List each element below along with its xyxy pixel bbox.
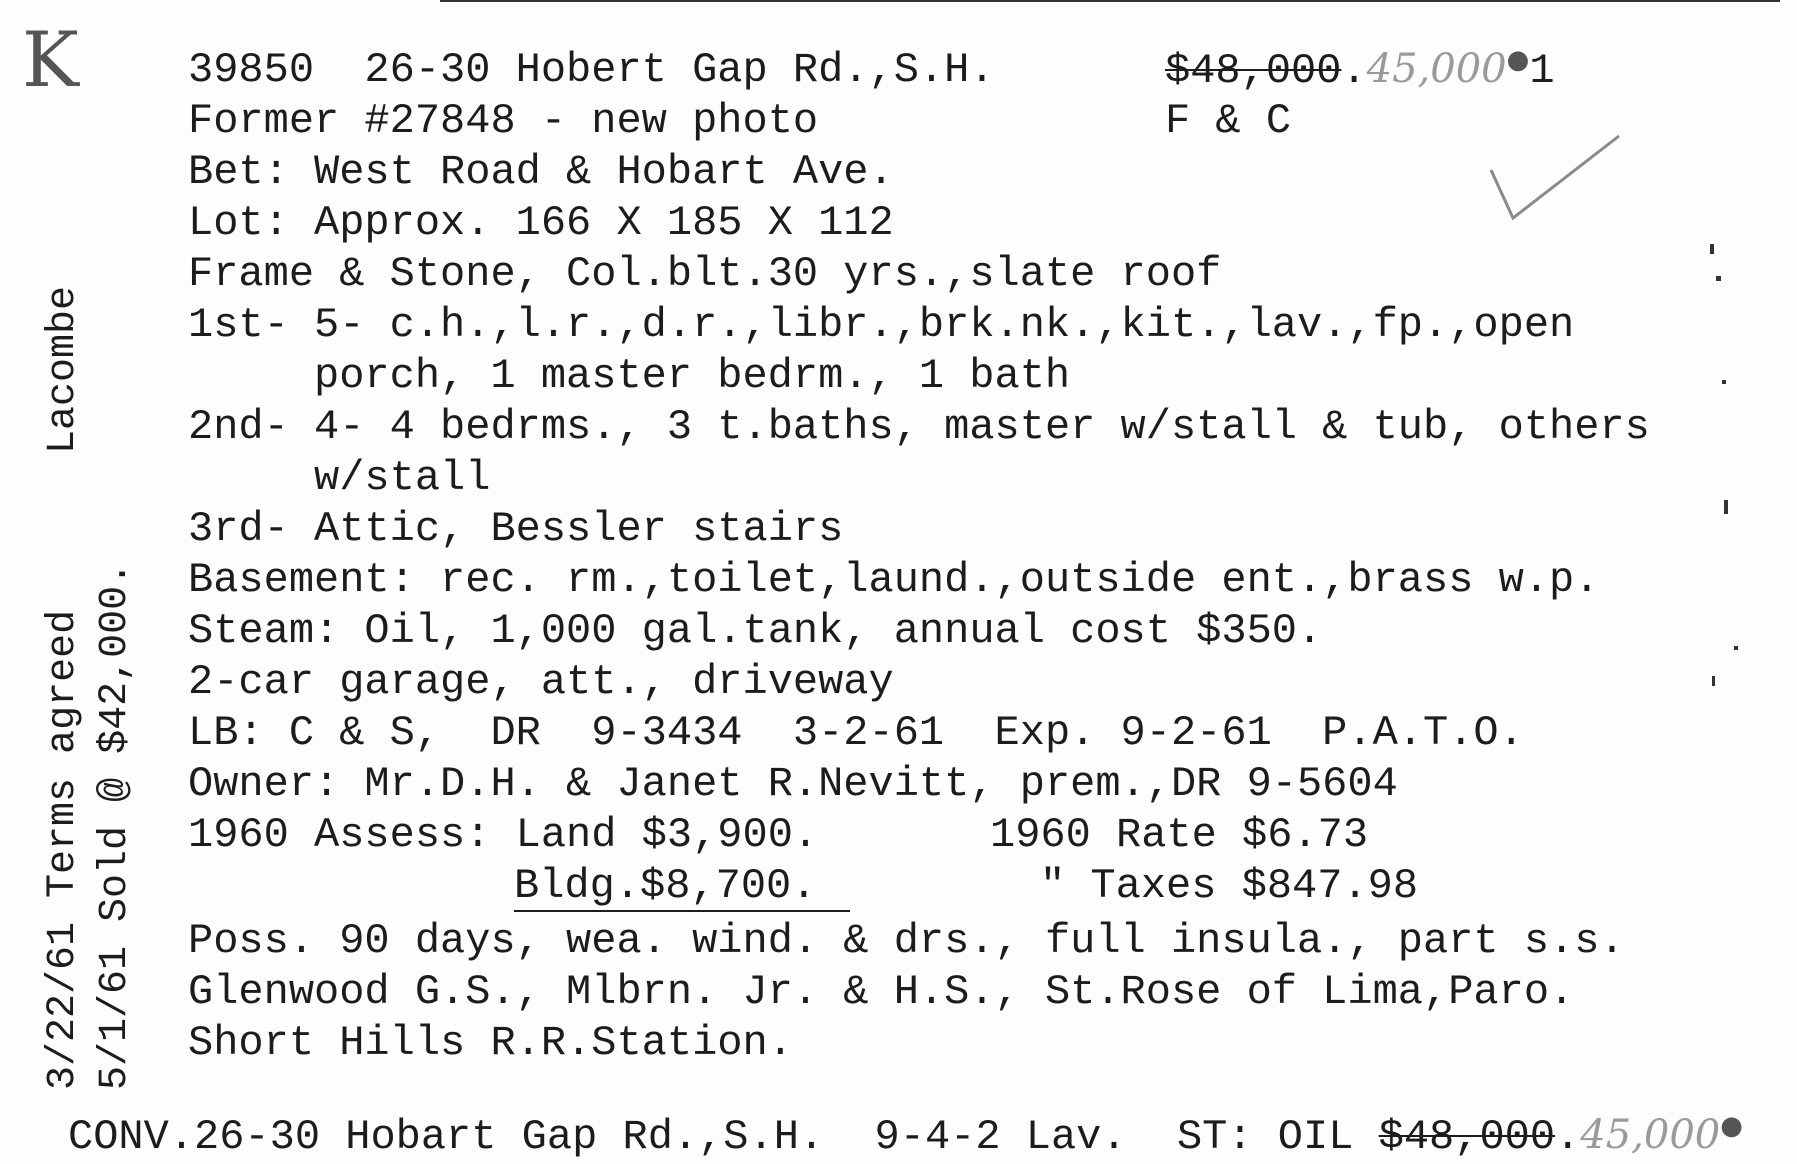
heating: Steam: Oil, 1,000 gal.tank, annual cost $350. [188, 607, 1323, 655]
terms-date: 3/22/61 [41, 921, 86, 1090]
speck [1712, 676, 1715, 686]
listing-line: 39850 26-30 Hobert Gap Rd.,S.H. [188, 46, 995, 94]
original-price: $48,000 [1165, 47, 1342, 95]
between-streets: Bet: West Road & Hobart Ave. [188, 148, 894, 196]
listing-code: F & C [1165, 97, 1292, 145]
assessment-bldg: Bldg.$8,700. [514, 865, 850, 907]
garage: 2-car garage, att., driveway [188, 658, 894, 706]
lot-size: Lot: Approx. 166 X 185 X 112 [188, 199, 894, 247]
first-floor-cont: porch, 1 master bedrm., 1 bath [314, 352, 1071, 400]
corner-letter: K [22, 15, 79, 104]
possession: Poss. 90 days, wea. wind. & drs., full insula., part s.s. [188, 917, 1625, 965]
basement: Basement: rec. rm.,toilet,laund.,outside ent.,brass w.p. [188, 556, 1600, 604]
agent-name: Lacombe [41, 285, 86, 454]
owner: Owner: Mr.D.H. & Janet R.Nevitt, prem.,DR 9-5604 [188, 760, 1398, 808]
header-price: $48,000.45,000●1 [1165, 45, 1555, 95]
former-listing: Former #27848 - new photo [188, 97, 819, 145]
taxes: " Taxes $847.98 [1040, 862, 1419, 910]
speck [1716, 276, 1721, 281]
listing-broker: LB: C & S, DR 9-3434 3-2-61 Exp. 9-2-61 P.A.T.O. [188, 709, 1524, 757]
speck [1734, 646, 1738, 650]
footer-revised-price: 45,000 [1580, 1112, 1721, 1158]
assessment-land: 1960 Assess: Land $3,900. [188, 811, 819, 859]
revised-price: 45,000 [1366, 46, 1507, 92]
sold-note [93, 561, 138, 1090]
speck [1724, 500, 1728, 514]
top-edge-line [440, 0, 1780, 2]
third-floor: 3rd- Attic, Bessler stairs [188, 505, 844, 553]
footer-summary: CONV.26-30 Hobart Gap Rd.,S.H. 9-4-2 Lav. ST: OIL $48,000.45,000● [68, 1111, 1743, 1161]
second-floor-cont: w/stall [314, 454, 491, 502]
schools: Glenwood G.S., Mlbrn. Jr. & H.S., St.Rose of Lima,Paro. [188, 968, 1575, 1016]
sold-date: 5/1/61 [93, 945, 138, 1090]
speck [1710, 244, 1714, 254]
station: Short Hills R.R.Station. [188, 1019, 793, 1067]
check-mark-icon [1485, 130, 1625, 225]
terms-agreed-note [41, 609, 86, 1090]
construction: Frame & Stone, Col.blt.30 yrs.,slate roof [188, 250, 1222, 298]
first-floor: 1st- 5- c.h.,l.r.,d.r.,libr.,brk.nk.,kit.,lav.,fp.,open [188, 301, 1575, 349]
second-floor: 2nd- 4- 4 bedrms., 3 t.baths, master w/stall & tub, others [188, 403, 1650, 451]
sold-text: Sold @ $42,000. [93, 561, 138, 922]
speck [1722, 380, 1726, 384]
grade-mark: 1 [1529, 47, 1555, 95]
footer-original-price: $48,000 [1378, 1113, 1556, 1161]
terms-text: Terms agreed [41, 609, 86, 898]
tax-rate: 1960 Rate $6.73 [990, 811, 1369, 859]
